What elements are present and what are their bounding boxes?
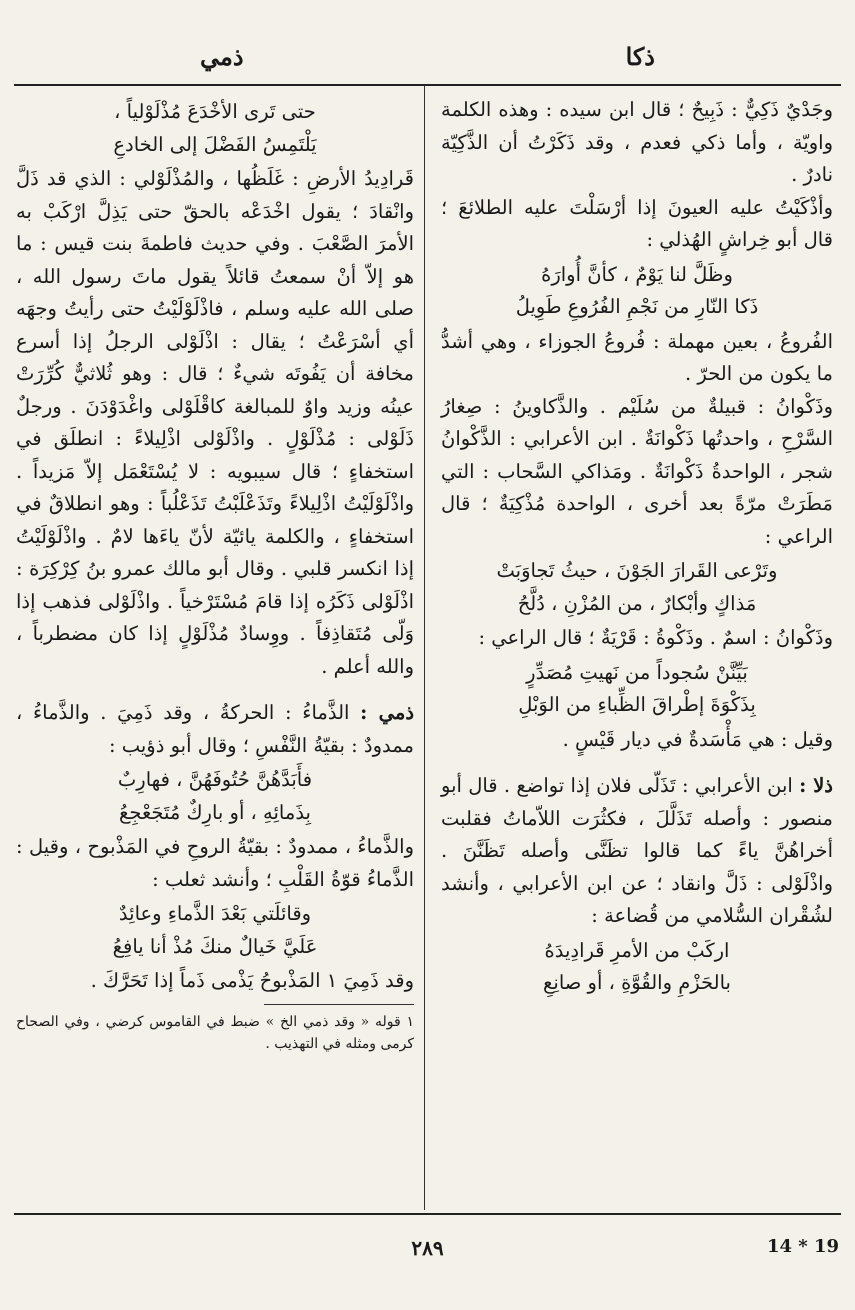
verse-line: عَلَيَّ خَيالٌ منكَ مُذْ أنا يافِعُ [112,934,318,958]
verse-line: اركَبْ من الأمرِ قَرادِيدَهُ [544,938,730,962]
verse-line: حتى تَرى الأخْدَعَ مُذْلَوْلياً ، [114,100,316,123]
page-number: ٢٨٩ [411,1236,444,1260]
entry-paragraph [16,697,414,762]
verse-line: وتَرْعى القَرارَ الجَوْنَ ، حيثُ تَجاوَبَتْ [496,559,778,582]
verse-line: مَذاكٍ وأبْكارٌ ، من المُزْنِ ، دُلَّحُ [517,591,757,615]
entry-paragraph [441,770,833,933]
verse [16,764,414,829]
paragraph: وذَكْوانُ : قبيلةٌ من سُلَيْم . والذَّكاوينُ : صِغارُ السَّرْحِ ، واحدتُها ذَكْوانَةٌ . ابن الأعرابي : الذَّكْوانُ شجر ، الواحدةُ ذَكْوانَةٌ . ومَذاكي السَّحاب : التي مَطَرَتْ مرّةً بعد أخرى ، الواحدة مُذْكِيَةٌ ؛ قال الراعي : [441,394,833,548]
paragraph: وقيل : هي مَأْسَدةٌ في ديار قَيْسٍ . [562,727,833,751]
paragraph: قَرادِيدُ الأرضِ : غَلَظُها ، والمُذْلَوْلي : الذي قد ذَلَّ وانْقادَ ؛ يقول اخْدَعْه بالحقّ حتى يَذِلَّ ارْكَبْ به الأمرَ الصَّعْبَ . وفي حديث فاطمةَ بنت قيس : ما هو إلاّ أنْ سمعتُ قائلاً يقول ماتَ رسول الله ، صلى الله عليه وسلم ، فاذْلَوْلَيْتُ حتى رأيتُ وجهَه أي أسْرَعْتُ ؛ يقال : اذْلَوْلى الرجلُ إذا أسرع مخافة أن يَفُوتَه شيءٌ ؛ قال : وهو ثُلاثيٌّ كُرِّرَتْ عينُه وزيد واوٌ للمبالغة كاقْلَوْلى واغْدَوْدَنَ . ورجلٌ ذَلَوْلى : مُذْلَوْلٍ . واذْلَوْلى اذْلِيلاءً : انطلَق في استخفاءٍ ؛ قال سيبويه : لا يُسْتَعْمَل إلاّ مَزيداً . واذْلَوْلَيْتُ اذْلِيلاءً وتَذَعْلَبْتُ تَذَعْلُباً : وهو انطلاقٌ في استخفاءٍ ، والكلمة يائيّة لأنّ ياءَها لامٌ . واذْلَوْلَيْتُ إذا انكسر قلبي . وقال أبو مالك عمرو بنُ كِرْكِرَة : اذْلَوْلى ذَكَرُه إذا قامَ مُسْتَرْخياً . واذْلَوْلى فذهب إذا وَلّى مُتَقاذِفاً . ووِسادٌ مُذْلَوْلٍ إذا كان مضطرباً ، والله أعلم . [16,167,414,678]
paragraph: الفُروعُ ، بعين مهملة : فُروعُ الجوزاء ، وهي أشدُّ ما يكون من الحرّ . [441,329,833,385]
paragraph: وأذْكَيْتُ عليه العيونَ إذا أرْسَلْتَ عليه الطلائعَ ؛ قال أبو خِراشٍ الهُذلي : [441,195,833,251]
footnote: ١ قوله « وقد ذمي الخ » ضبط في القاموس كرضي ، وفي الصحاح كرمى ومثله في التهذيب . [16,1013,414,1052]
header-rule [14,84,841,86]
entry-text: ابن الأعرابي : تَذَلّى فلان إذا تواضع . قال أبو منصور : وأصله تَذَلَّلَ ، فكثُرَت اللاّماتُ فقلبت أخراهُنَّ ياءً كما قالوا تظَنَّى وأصله تَظَنَّنَ . واذْلَوْلى : ذَلَّ وانقاد ؛ عن ابن الأعرابي ، وأنشد لشُقْران السُّلامي من قُضاعة : [441,774,833,927]
entry-head: ذمي : [360,701,415,724]
verse [441,259,833,324]
column-divider [424,86,425,1210]
verse [441,657,833,722]
verse-line: ذَكا النّارِ من نَجْمِ الفُرُوعِ طَوِيلُ [515,295,759,318]
paragraph: وقد ذَمِيَ ١ المَذْبوحُ يَذْمى ذَماً إذا تَحَرَّكَ . [90,969,414,992]
signature-mark: 14 * 19 [766,1236,839,1257]
left-column [16,94,414,1055]
verse [16,96,414,161]
footnote-rule [264,1004,414,1005]
verse-line: بالحَزْمِ والقُوَّةِ ، أو صانِعِ [543,971,731,994]
verse-line: بِذَكْوَةَ إطْراقَ الظِّباءِ من الوَبْلِ [518,693,756,716]
verse-line: وقائلَتي بَعْدَ الذَّماءِ وعائِدٌ [118,902,312,925]
verse-line: فأَبَدَّهُنَّ حُتُوفَهُنَّ ، فهارِبٌ [117,768,313,791]
entry-head: ذلا : [799,774,833,797]
verse [441,555,833,620]
verse-line: يَلْتَمِسُ الفَضْلَ إلى الخادعِ [113,132,317,156]
verse-line: بَيِّنَّنْ سُجوداً من نَهيتِ مُصَدِّرٍ [526,660,748,684]
right-column [441,94,833,1002]
entry-text: الذَّماءُ : الحركةُ ، وقد ذَمِيَ . والذَّماءُ ، ممدودٌ : بقيّةُ النَّفْسِ ؛ وقال أبو ذؤيب : [16,701,414,757]
verse [16,898,414,963]
paragraph: وذَكْوانُ : اسمٌ . وذَكْوةُ : قَرْيَةٌ ؛ قال الراعي : [478,626,833,649]
verse-line: وظَلَّ لنا يَوْمٌ ، كأنَّ أُوارَهُ [541,262,733,286]
verse-line: بِذَمائِهِ ، أو بارِكٌ مُتَجَعْجِعُ [118,800,311,824]
header-left-word: ذمي [200,42,244,71]
verse [441,935,833,1000]
header-right-word: ذكا [625,42,655,71]
paragraph: والذَّماءُ ، ممدودٌ : بقيّةُ الروحِ في المَذْبوح ، وقيل : الذَّماءُ قوّةُ القَلْبِ ؛ وأنشد ثعلب : [16,835,414,891]
footer-rule [14,1213,841,1215]
paragraph: وجَدْيٌ ذَكِيٌّ : ذَبِيحٌ ؛ قال ابن سيده : وهذه الكلمة واويّة ، وأما ذكي فعدم ، وقد ذَكَرْتُ أن الذَّكِيّة نادرٌ . [441,98,833,186]
